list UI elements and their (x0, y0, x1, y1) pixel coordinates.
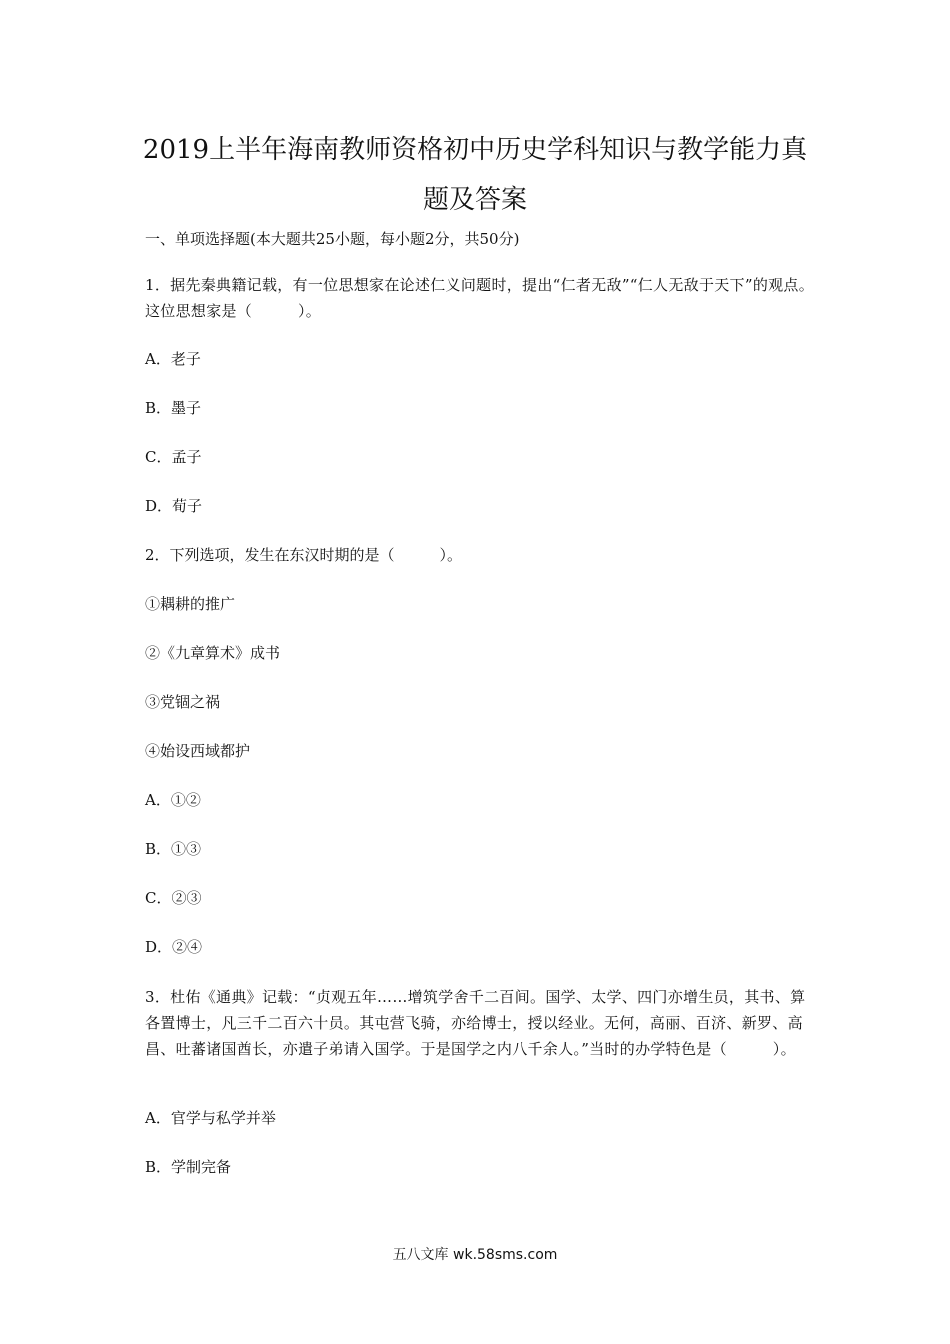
question-2-item-2: ②《九章算术》成书 (145, 644, 281, 662)
question-2-item-1: ①耦耕的推广 (145, 595, 236, 613)
question-3-option-b: B．学制完备 (145, 1158, 232, 1176)
question-1-option-b: B．墨子 (145, 399, 202, 417)
question-2-item-4: ④始设西域都护 (145, 742, 251, 760)
question-1-option-a: A．老子 (145, 350, 201, 368)
question-1-option-d: D．荀子 (145, 497, 203, 515)
question-2-option-c: C．②③ (145, 889, 202, 907)
page-footer: 五八文库 wk.58sms.com (392, 1247, 558, 1263)
document-title-line-1: 2019上半年海南教师资格初中历史学科知识与教学能力真 (142, 135, 808, 165)
question-2-option-b: B．①③ (145, 840, 202, 858)
question-1-option-c: C．孟子 (145, 448, 202, 466)
question-2-option-a: A．①② (145, 791, 201, 809)
question-2-item-3: ③党锢之祸 (145, 693, 221, 711)
section-heading: 一、单项选择题(本大题共25小题，每小题2分，共50分) (145, 230, 520, 248)
question-3-stem: 3．杜佑《通典》记载：“贞观五年……增筑学舍千二百间。国学、太学、四门亦增生员，其书、算各置博士，凡三千二百六十员。其屯营飞骑，亦给博士，授以经业。无何，高丽、百济、新罗、高昌、吐蕃诸国酋长，亦遣子弟请入国学。于是国学之内八千余人。”当时的办学特色是（ ）。 (145, 988, 806, 1058)
question-2-option-d: D．②④ (145, 938, 203, 956)
document-title-line-2: 题及答案 (422, 185, 527, 215)
question-3-option-a: A．官学与私学并举 (145, 1109, 276, 1127)
question-1-stem: 1．据先秦典籍记载，有一位思想家在论述仁义问题时，提出“仁者无敌”“仁人无敌于天下”的观点。这位思想家是（ ）。 (145, 276, 815, 320)
question-2-stem: 2．下列选项，发生在东汉时期的是（ ）。 (145, 546, 463, 564)
